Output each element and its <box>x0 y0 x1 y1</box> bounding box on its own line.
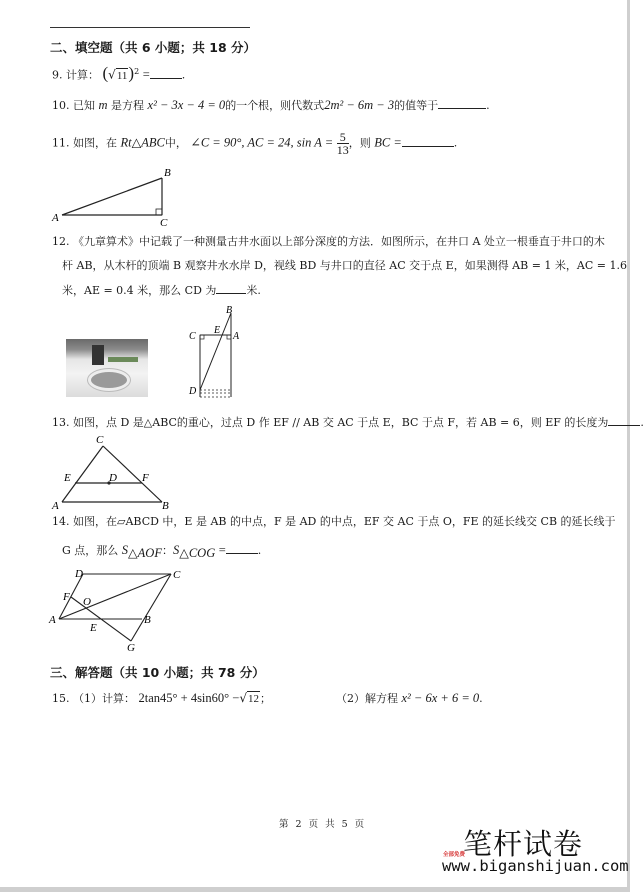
denominator: 13 <box>336 143 349 157</box>
fraction <box>337 131 349 156</box>
expression: 2m² − 6m − 3 <box>324 98 395 112</box>
question-9: 9. 计算： $(√11)^2$ = . <box>52 63 186 83</box>
q13-centroid-triangle-diagram <box>50 432 180 510</box>
section-title-solutions: 三、解答题（共 10 小题；共 78 分） <box>50 665 265 680</box>
svg-text:A: A <box>52 212 59 224</box>
page-edge-right <box>627 0 630 892</box>
ratio-colon: ： <box>161 544 173 557</box>
photo-detail <box>108 357 138 362</box>
area-symbol: S <box>172 543 180 557</box>
question-text: 中， <box>164 136 187 150</box>
question-12-line-1 <box>52 235 605 249</box>
question-text: 《九章算术》中记载了一种测量古井水面以上部分深度的方法．如图所示，在井口 A 处立一根垂直于井口的木 <box>73 235 605 248</box>
question-14-line-2 <box>62 543 261 560</box>
answer-blank <box>438 98 486 109</box>
period: . <box>453 136 458 150</box>
question-text: 的一个根，则代数式 <box>225 99 325 112</box>
question-text: （1）计算： <box>73 692 135 705</box>
svg-text:E: E <box>214 325 221 336</box>
radicand: 12 <box>248 693 259 705</box>
period: . <box>181 68 186 82</box>
question-text: （2）解方程 <box>336 692 398 705</box>
svg-text:O: O <box>83 596 91 608</box>
question-text: 如图，在 <box>73 136 117 150</box>
question-11 <box>52 131 457 156</box>
question-text: 如图，点 D 是△ABC的重心，过点 D 作 EF // AB 交 AC 于点 E，BC 于点 F，若 AB = 6，则 EF 的长度为 <box>73 416 609 429</box>
svg-text:B: B <box>162 500 169 512</box>
svg-text:A: A <box>233 331 240 342</box>
watermark-brand: 笔杆试卷 <box>463 827 584 861</box>
question-text: 米. <box>246 284 261 297</box>
photo-detail <box>88 369 130 391</box>
answer-blank <box>402 136 454 147</box>
svg-text:C: C <box>96 434 104 446</box>
question-15-part-1: 15. （1）计算： 2tan45° + 4sin60° −√12； <box>52 691 271 705</box>
question-12-line-2: 杆 AB，从木杆的顶端 B 观察井水水岸 D，视线 BD 与井口的直径 AC 交于点 E，如果测得 AB = 1 米，AC = 1.6 <box>62 259 627 272</box>
period: . <box>479 692 483 705</box>
question-text: 是方程 <box>111 99 145 112</box>
watermark-url: www.biganshijuan.com <box>442 857 629 875</box>
numerator: 5 <box>337 131 349 144</box>
question-13 <box>52 415 644 430</box>
svg-text:C: C <box>173 569 181 581</box>
period: . <box>640 416 644 429</box>
condition: ∠C = 90°, AC = 24, sin A = <box>190 135 334 150</box>
svg-text:E: E <box>90 622 97 634</box>
equals-sign: = <box>218 543 226 557</box>
question-text: 计算： <box>66 68 99 82</box>
question-14-line-1 <box>52 515 616 529</box>
equals-sign: = <box>142 67 150 82</box>
question-12-line-3 <box>62 283 261 298</box>
page-number: 第 2 页 共 5 页 <box>279 819 367 830</box>
watermark-free-tag: 全部免费 <box>443 852 466 858</box>
svg-text:E: E <box>64 472 71 484</box>
equation: x² − 6x + 6 = 0 <box>401 691 480 705</box>
svg-text:C: C <box>160 217 168 229</box>
svg-text:B: B <box>164 167 171 179</box>
svg-text:A: A <box>49 614 56 626</box>
ancient-well-photo <box>66 339 148 397</box>
question-text: G 点，那么 <box>62 544 119 557</box>
area-subscript: △AOF <box>128 546 162 561</box>
question-number: 10. <box>52 99 70 112</box>
question-number: 13. <box>52 416 70 429</box>
answer-blank <box>216 283 246 294</box>
question-number: 15. <box>52 692 70 705</box>
svg-text:C: C <box>189 331 196 342</box>
answer-blank <box>150 68 182 79</box>
q12-well-diagram <box>185 303 245 403</box>
question-text: 米，AE = 0.4 米，那么 CD 为 <box>62 284 217 297</box>
svg-text:D: D <box>109 472 117 484</box>
svg-text:A: A <box>52 500 59 512</box>
question-number: 12. <box>52 235 70 248</box>
svg-text:F: F <box>63 591 70 603</box>
question-15-part-2 <box>336 691 483 706</box>
photo-detail <box>92 345 104 365</box>
area-symbol: S <box>121 543 129 557</box>
svg-text:D: D <box>75 568 83 580</box>
svg-text:B: B <box>144 614 151 626</box>
question-number: 14. <box>52 515 70 528</box>
period: . <box>486 99 490 112</box>
ask: BC = <box>374 135 402 150</box>
svg-text:G: G <box>127 642 135 654</box>
question-text: ，则 <box>348 136 371 150</box>
equation: x² − 3x − 4 = 0 <box>147 98 226 112</box>
question-10 <box>52 98 490 113</box>
punctuation: ； <box>260 692 271 705</box>
q11-right-triangle-diagram <box>50 163 180 227</box>
section-title-fill-in: 二、填空题（共 6 小题；共 18 分） <box>50 40 257 55</box>
answer-blank <box>608 415 640 426</box>
svg-text:D: D <box>189 386 197 397</box>
question-text: 已知 <box>73 99 95 112</box>
answer-blank <box>226 543 258 554</box>
question-number: 11. <box>52 136 70 150</box>
radicand: 11 <box>116 69 128 82</box>
q14-parallelogram-diagram <box>48 563 188 654</box>
svg-text:B: B <box>226 305 233 316</box>
question-text: 的值等于 <box>394 99 439 112</box>
area-subscript: △COG <box>179 546 216 561</box>
exponent: 2 <box>134 67 140 76</box>
triangle-name: Rt△ABC <box>120 135 165 150</box>
svg-text:F: F <box>142 472 149 484</box>
period: . <box>257 544 262 557</box>
page-edge-bottom <box>0 887 630 892</box>
header-rule <box>50 27 250 28</box>
expression: 2tan45° + 4sin60° − <box>138 691 240 705</box>
question-text: 如图，在▱ABCD 中，E 是 AB 的中点，F 是 AD 的中点，EF 交 AC 于点 O，FE 的延长线交 CB 的延长线于 <box>73 515 616 528</box>
question-number: 9. <box>52 68 63 82</box>
math-var: m <box>98 98 108 112</box>
